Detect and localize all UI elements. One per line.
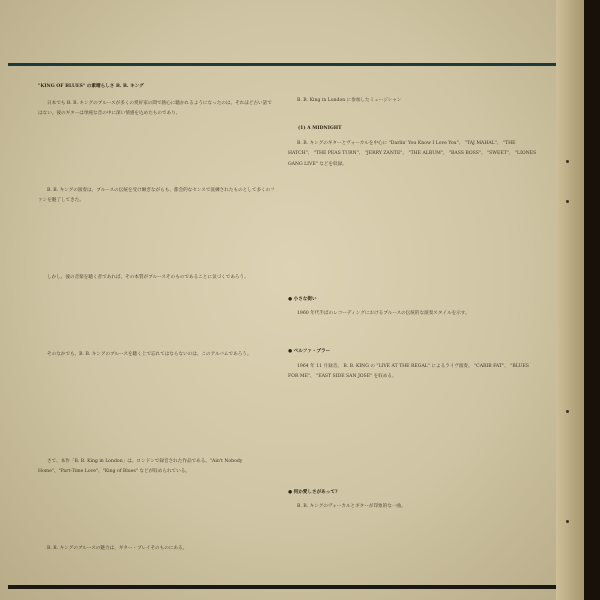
margin-dot bbox=[566, 520, 569, 523]
left-paragraph-3: しかし、彼の音楽を聴く者であれば、その本質がブルースそのものであることに気づくであろう。 bbox=[47, 274, 249, 280]
left-paragraph-4: そのなかでも、B. B. キングのブルースを聴く上で忘れてはならないのは、このアルバムであろう。 bbox=[47, 351, 252, 357]
right-column bbox=[288, 96, 540, 527]
left-heading: "KING OF BLUES" の素晴らしさ B. B. キング bbox=[38, 84, 144, 89]
section-text-1: B. B. キングのギターとヴォーカルを中心に "Darlin' You Know I Love You"、 "TAJ MAHAL"、 "THE HATCH"、 "THE PEAS TURN"、 "JERRY ZANTE"、 "THE ALBUM"、 "BASS BOSS"、 "SWEET"、 "LIONES GANG LIVE" などを収録。 bbox=[288, 140, 537, 167]
bullet-heading-1: ● 小さな街い bbox=[288, 296, 317, 302]
left-column bbox=[38, 82, 276, 579]
top-rule bbox=[8, 63, 556, 66]
bullet-label-2: ベルファ・ブラー bbox=[293, 349, 331, 355]
bullet-heading-3: ● 何か愛しさがあって? bbox=[288, 489, 338, 495]
bullet-label-1: 小さな街い bbox=[293, 296, 317, 302]
left-paragraph-6: B. B. キングのブルースの魅力は、ギター・プレイそのものにある。 bbox=[47, 545, 188, 551]
section-heading-1: (1) A MIDNIGHT bbox=[298, 126, 342, 131]
bullet-label-3: 何か愛しさがあって? bbox=[293, 489, 338, 495]
bullet-heading-2: ● ベルファ・ブラー bbox=[288, 349, 331, 355]
left-paragraph-2: B. B. キングの演奏は、ブルースの伝統を受け継ぎながらも、都会的なセンスで洗練されたものとして多くのファンを魅了してきた。 bbox=[38, 187, 275, 204]
sheet-fold-shadow bbox=[556, 0, 584, 600]
margin-dot bbox=[566, 200, 569, 203]
margin-dot bbox=[566, 410, 569, 413]
bullet-text-1: 1960 年代半ばのレコーディングにおけるブルースの伝統的な演奏スタイルを示す。 bbox=[297, 311, 470, 317]
margin-dot bbox=[566, 160, 569, 163]
left-paragraph-5: さて、本作「B. B. King in London」は、ロンドンで録音された作品である。"Ain't Nobody Home"、"Part-Time Love"、"King of Blues" などが収められている。 bbox=[38, 458, 243, 475]
right-intro: B. B. King in London に参加したミュージシャン bbox=[297, 98, 402, 103]
dark-edge bbox=[584, 0, 600, 600]
left-paragraph-1: 日本でも B. B. キングのブルースが多くの愛好家の間で熱心に聴かれるようになったのは、それほど古い話ではない。彼のギターは単純な音の中に深い情感を込めたものであり、 bbox=[38, 100, 272, 117]
bottom-rule bbox=[8, 585, 556, 589]
bullet-text-3: B. B. キングのヴォーカルとギターが印象的な一曲。 bbox=[297, 504, 406, 510]
bullet-text-2: 1964 年 11 月録音。 B. B. KING の "LIVE AT THE REGAL" によるライヴ演奏。 "CARIB FAT"、 "BLUES FOR ME"、 "EAST SIDE SAN JOSE" を収める。 bbox=[288, 363, 529, 380]
